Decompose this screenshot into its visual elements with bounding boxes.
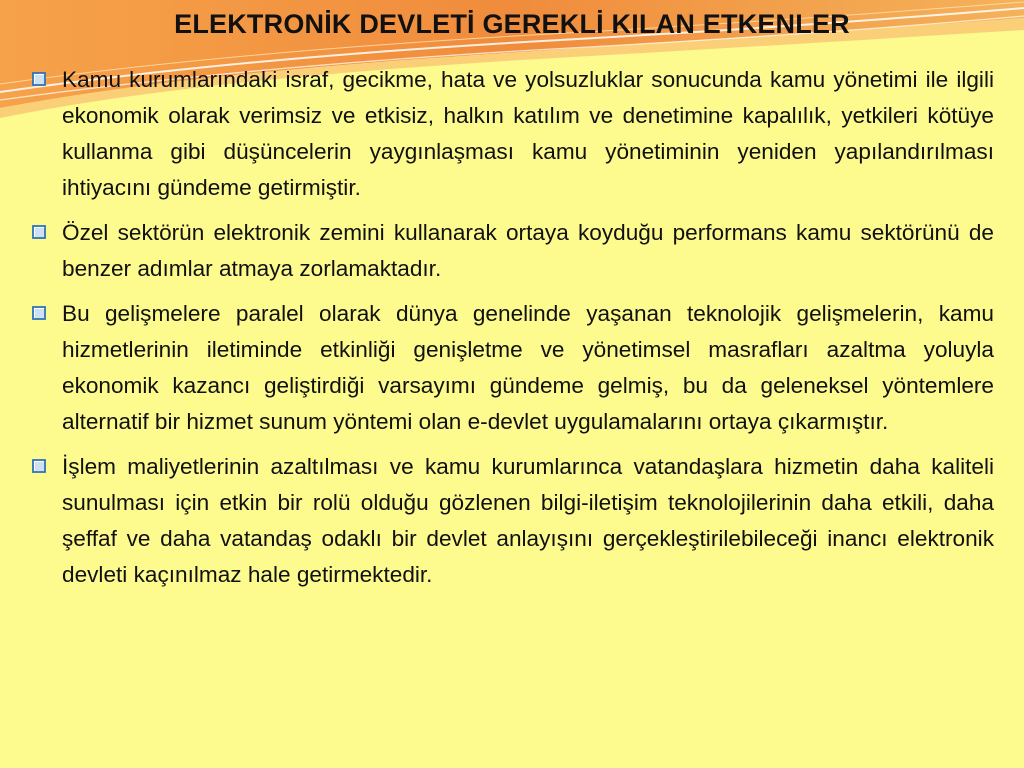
bullet-text: Bu gelişmelere paralel olarak dünya genelinde yaşanan teknolojik gelişmelerin, kamu hizmetlerinin iletiminde etkinliği genişletme ve yönetimsel masrafları azaltma yoluyla ekonomik kazancı geliştirdiği varsayımı gündeme gelmiş, bu da geleneksel yöntemlere alternatif bir hizmet sunum yöntemi olan e-devlet uygulamalarını ortaya çıkarmıştır. [62,301,994,434]
bullet-text: İşlem maliyetlerinin azaltılması ve kamu kurumlarınca vatandaşlara hizmetin daha kaliteli sunulması için etkin bir rolü olduğu gözlenen bilgi-iletişim teknolojilerinin daha etkili, daha şeffaf ve daha vatandaş odaklı bir devlet anlayışını gerçekleştirilebileceği inancı elektronik devleti kaçınılmaz hale getirmektedir. [62,454,994,587]
bullet-item-4 [30,449,994,593]
square-checkbox-bullet-icon [32,72,46,86]
bullet-text: Özel sektörün elektronik zemini kullanarak ortaya koyduğu performans kamu sektörünü de benzer adımlar atmaya zorlamaktadır. [62,220,994,281]
bullet-item-2 [30,215,994,287]
slide-title: ELEKTRONİK DEVLETİ GEREKLİ KILAN ETKENLER [174,9,850,39]
bullet-text: Kamu kurumlarındaki israf, gecikme, hata ve yolsuzluklar sonucunda kamu yönetimi ile ilgili ekonomik olarak verimsiz ve etkisiz, halkın katılım ve denetimine kapalılık, yetkileri kötüye kullanma gibi düşüncelerin yaygınlaşması kamu yönetiminin yeniden yapılandırılması ihtiyacını gündeme getirmiştir. [62,67,994,200]
square-checkbox-bullet-icon [32,459,46,473]
bullet-item-1 [30,62,994,206]
square-checkbox-bullet-icon [32,306,46,320]
square-checkbox-bullet-icon [32,225,46,239]
bullet-list [30,62,994,602]
bullet-item-3 [30,296,994,440]
